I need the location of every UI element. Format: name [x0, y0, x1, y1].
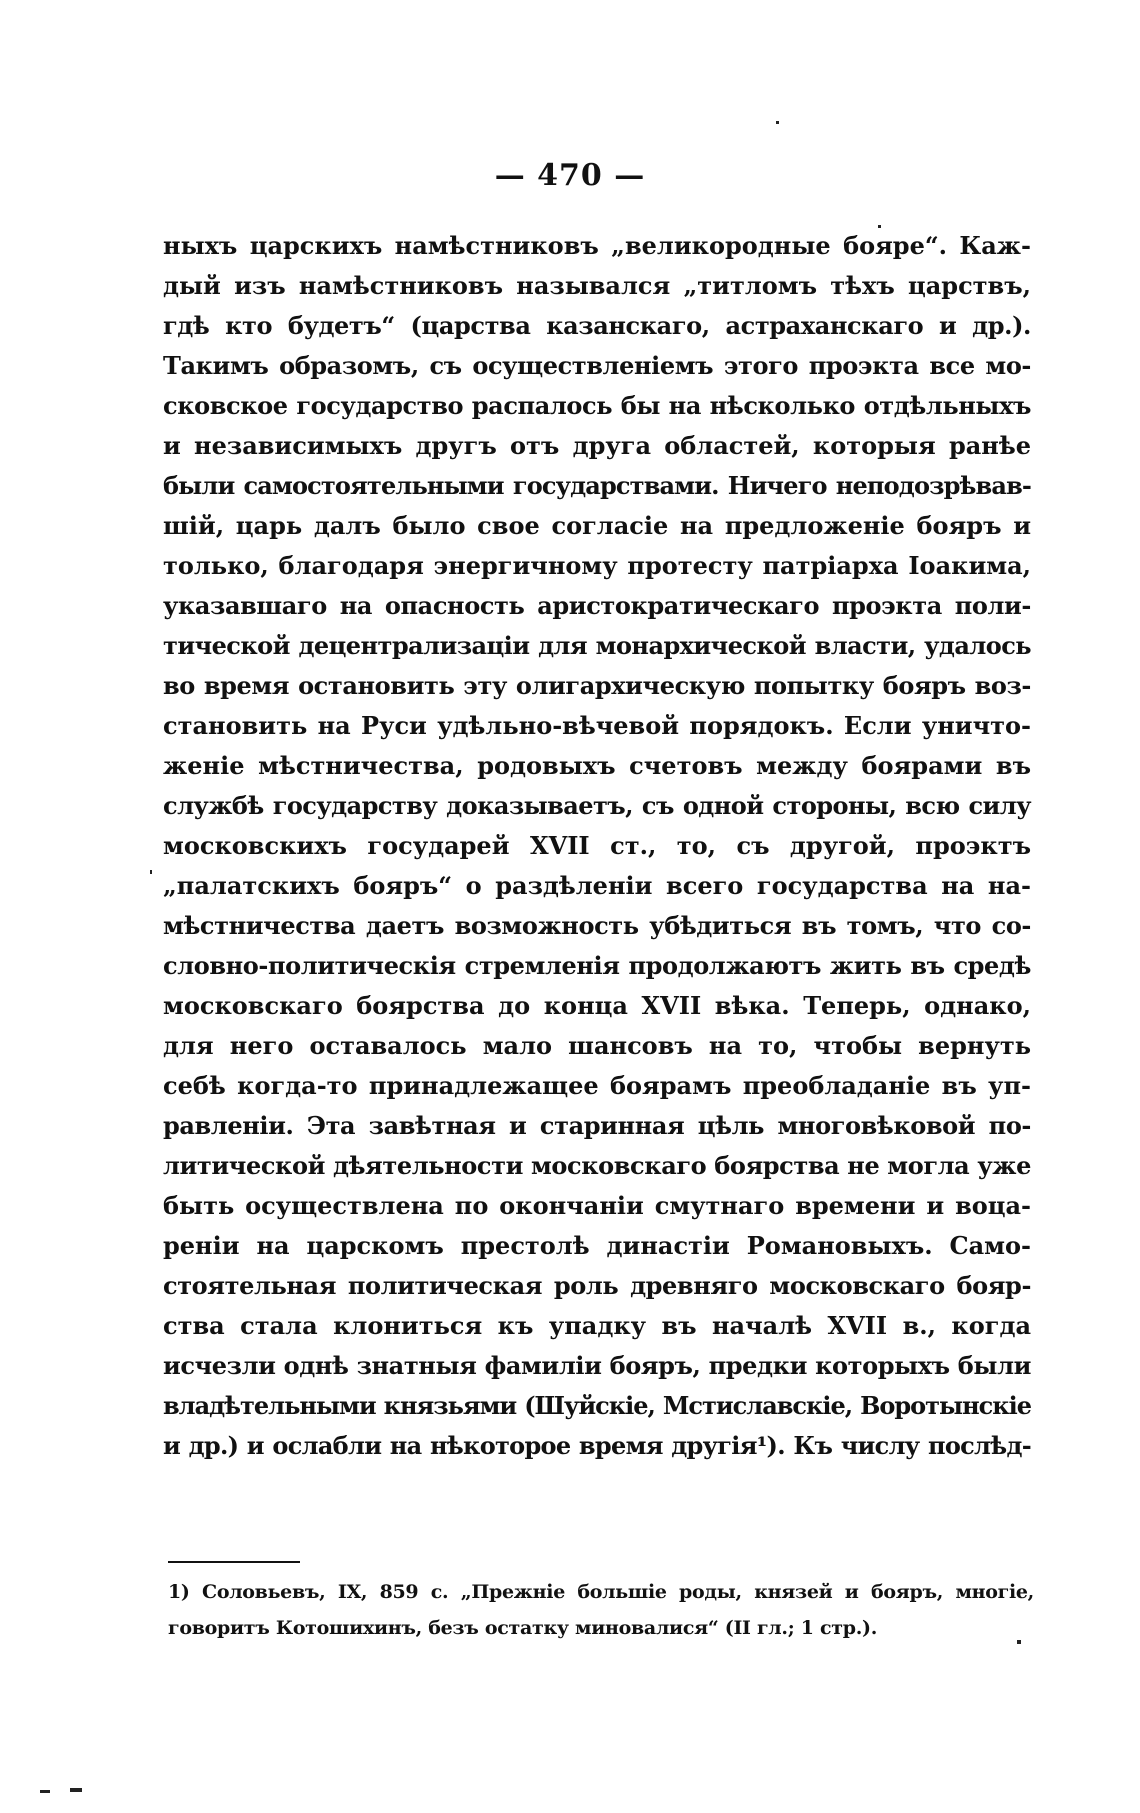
text-line: мѣстничества даетъ возможность убѣдиться въ томъ, что со- — [163, 911, 1031, 940]
text-line: „палатскихъ бояръ“ о раздѣленіи всего государства на на- — [163, 871, 1031, 900]
text-line: московскаго боярства до конца XVII вѣка. Теперь, однако, — [163, 991, 1031, 1020]
text-line: владѣтельными князьями (Шуйскіе, Мстиславскіе, Воротынскіе — [163, 1391, 1031, 1420]
text-line: Такимъ образомъ, съ осуществленіемъ этого проэкта все мо- — [163, 351, 1031, 380]
text-line: и др.) и ослабли на нѣкоторое время другія¹). Къ числу послѣд- — [163, 1431, 1031, 1460]
text-line: указавшаго на опасность аристократическаго проэкта поли- — [163, 591, 1031, 620]
footnotes — [168, 1574, 1034, 1646]
text-line: только, благодаря энергичному протесту патріарха Іоакима, — [163, 551, 1031, 580]
page-number: — 470 — — [494, 158, 646, 193]
footnote-line: говоритъ Котошихинъ, безъ остатку миновалися“ (II гл.; 1 стр.). — [168, 1617, 878, 1639]
scan-speck — [878, 225, 881, 228]
text-line: равленіи. Эта завѣтная и старинная цѣль многовѣковой по- — [163, 1111, 1031, 1140]
text-line: исчезли однѣ знатныя фамиліи бояръ, предки которыхъ были — [163, 1351, 1031, 1380]
text-line: литической дѣятельности московскаго боярства не могла уже — [163, 1151, 1031, 1180]
text-line: и независимыхъ другъ отъ друга областей, которыя ранѣе — [163, 431, 1031, 460]
text-line: себѣ когда-то принадлежащее боярамъ преобладаніе въ уп- — [163, 1071, 1031, 1100]
text-line: реніи на царскомъ престолѣ династіи Романовыхъ. Само- — [163, 1231, 1031, 1260]
scan-speck — [70, 1788, 82, 1792]
text-line: шій, царь далъ было свое согласіе на предложеніе бояръ и — [163, 511, 1031, 540]
footnote-line: 1) Соловьевъ, IX, 859 с. „Прежніе большіе роды, князей и бояръ, многіе, — [168, 1581, 1034, 1603]
text-line: становить на Руси удѣльно-вѣчевой порядокъ. Если уничто- — [163, 711, 1031, 740]
text-line: быть осуществлена по окончаніи смутнаго времени и воца- — [163, 1191, 1031, 1220]
text-line: были самостоятельными государствами. Ничего неподозрѣвав- — [163, 471, 1031, 500]
scan-speck — [40, 1790, 50, 1793]
scan-speck — [150, 870, 152, 874]
text-line: стоятельная политическая роль древняго московскаго бояр- — [163, 1271, 1031, 1300]
text-line: ства стала клониться къ упадку въ началѣ XVII в., когда — [163, 1311, 1031, 1340]
scan-speck — [776, 121, 779, 124]
text-line: московскихъ государей XVII ст., то, съ другой, проэктъ — [163, 831, 1031, 860]
text-line: дый изъ намѣстниковъ назывался „титломъ тѣхъ царствъ, — [163, 271, 1031, 300]
text-line: во время остановить эту олигархическую попытку бояръ воз- — [163, 671, 1031, 700]
body-text — [163, 226, 1031, 1466]
text-line: ныхъ царскихъ намѣстниковъ „великородные бояре“. Каж- — [163, 231, 1031, 260]
text-line: гдѣ кто будетъ“ (царства казанскаго, астраханскаго и др.). — [163, 311, 1031, 340]
scan-speck — [1017, 1640, 1021, 1644]
footnote-divider — [168, 1561, 300, 1563]
text-line: сковское государство распалось бы на нѣсколько отдѣльныхъ — [163, 391, 1031, 420]
text-line: службѣ государству доказываетъ, съ одной стороны, всю силу — [163, 791, 1031, 820]
text-line: тической децентрализаціи для монархической власти, удалось — [163, 631, 1031, 660]
text-line: для него оставалось мало шансовъ на то, чтобы вернуть — [163, 1031, 1031, 1060]
text-line: женіе мѣстничества, родовыхъ счетовъ между боярами въ — [163, 751, 1031, 780]
text-line: словно-политическія стремленія продолжаютъ жить въ средѣ — [163, 951, 1031, 980]
